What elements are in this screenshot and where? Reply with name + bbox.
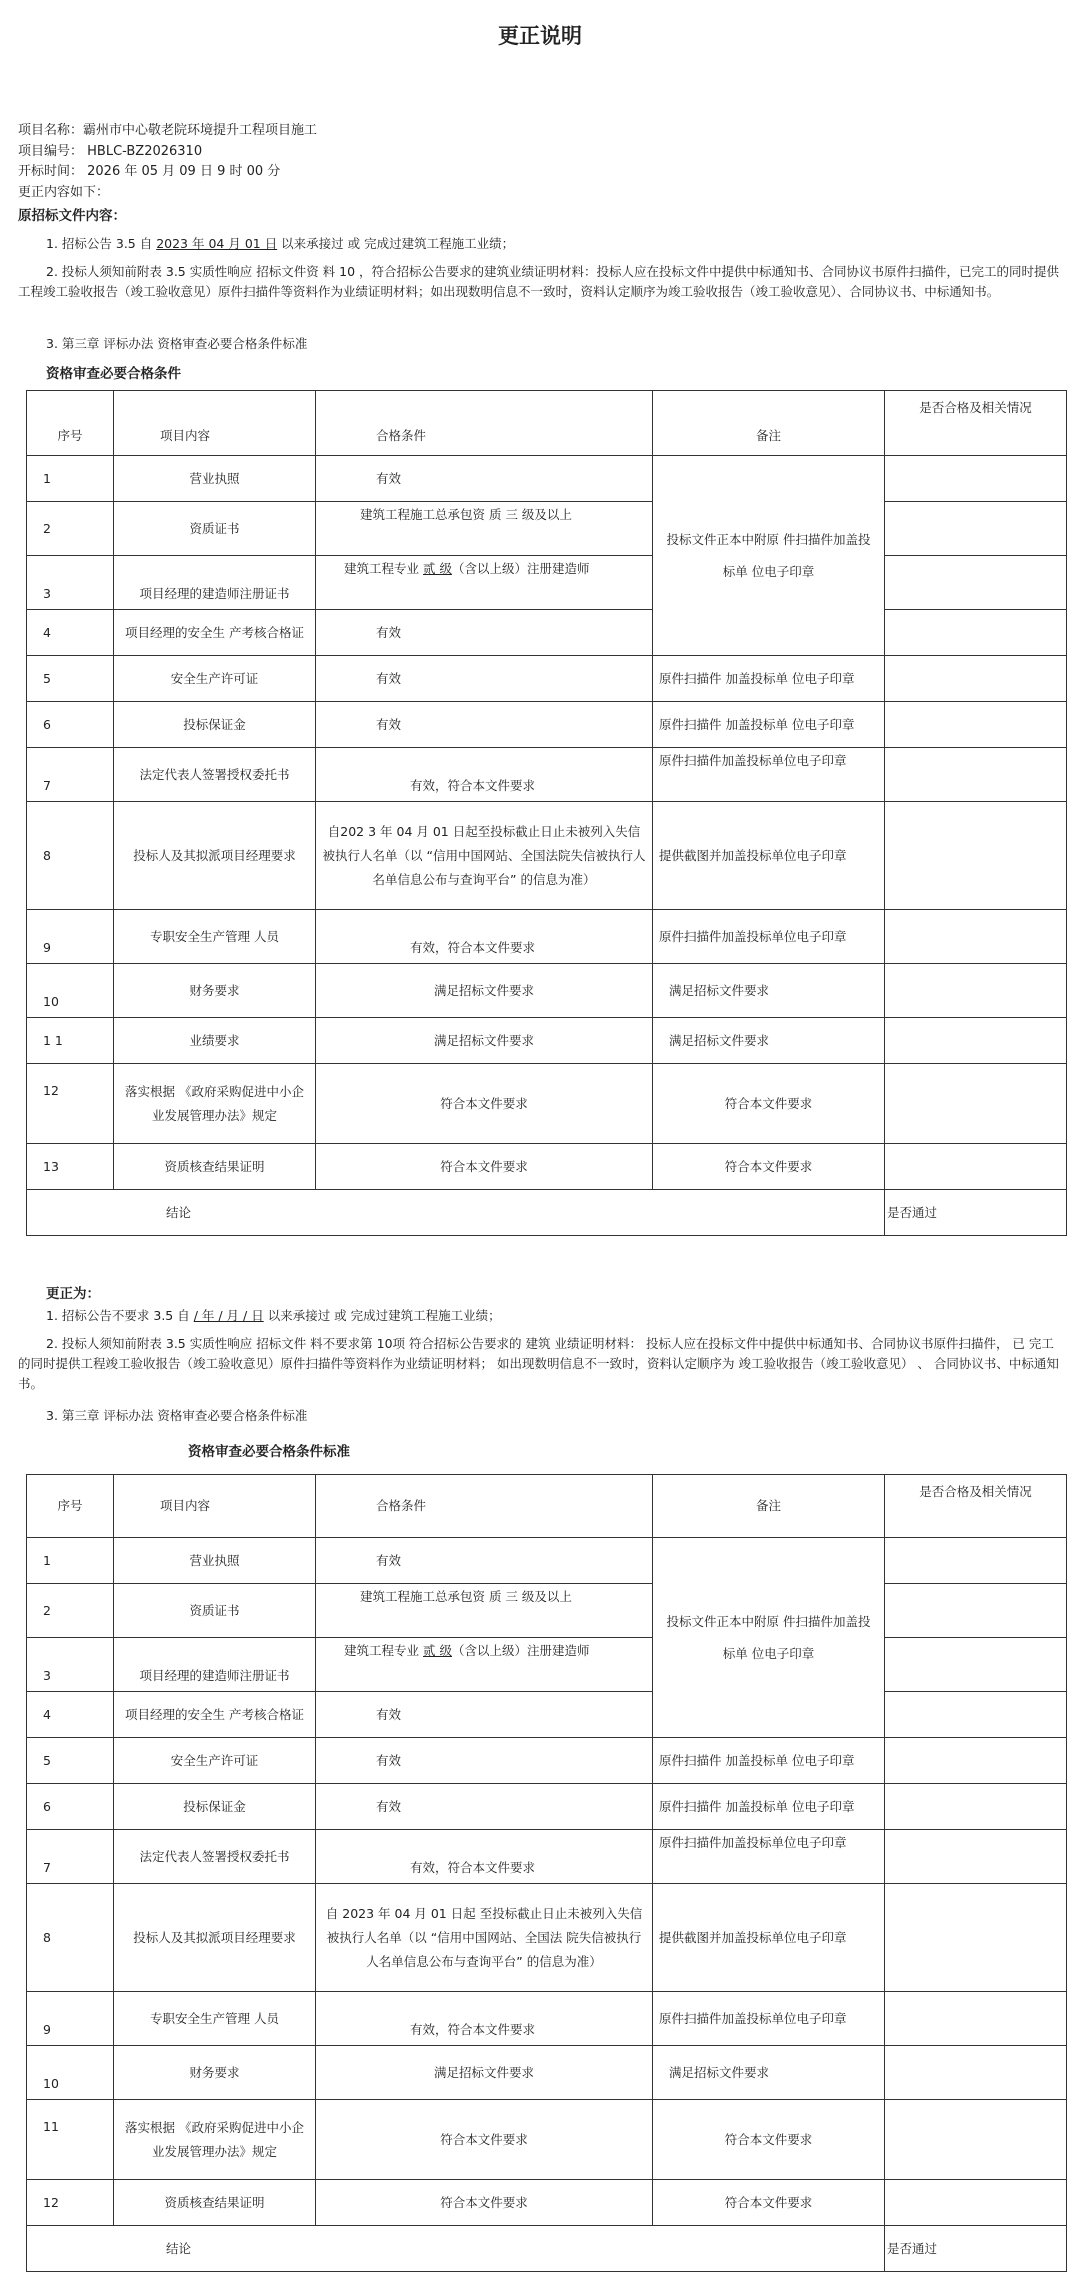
row-condition: 有效 <box>316 1538 653 1584</box>
table-row <box>27 2100 1067 2180</box>
row-condition: 自202 3 年 04 月 01 日起至投标截止日止未被列入失信被执行人名单（以 “信用中国网站、全国法院失信被执行人名单信息公布与查询平台” 的信息为准） <box>316 802 653 910</box>
row-no: 13 <box>27 1144 114 1190</box>
corrected-clause-3: 3. 第三章 评标办法 资格审查必要合格条件标准 <box>46 1408 308 1423</box>
row-item: 安全生产许可证 <box>114 656 316 702</box>
row-no: 11 <box>27 2100 114 2180</box>
row-condition: 符合本文件要求 <box>316 1144 653 1190</box>
row-note-merged: 投标文件正本中附原 件扫描件加盖投标单 位电子印章 <box>653 456 885 656</box>
pass-label: 是否通过 <box>885 1190 1067 1236</box>
row-condition: 建筑工程专业 贰 级（含以上级）注册建造师 <box>316 556 653 610</box>
row-item: 营业执照 <box>114 456 316 502</box>
table-row <box>27 1884 1067 1992</box>
row-note: 原件扫描件 加盖投标单 位电子印章 <box>653 1784 885 1830</box>
row-item: 业绩要求 <box>114 1018 316 1064</box>
row-no: 9 <box>27 910 114 964</box>
row-item: 投标人及其拟派项目经理要求 <box>114 802 316 910</box>
row-item: 项目经理的建造师注册证书 <box>114 1638 316 1692</box>
row-no: 10 <box>27 964 114 1018</box>
row-pass <box>885 1538 1067 1584</box>
table-row <box>27 910 1067 964</box>
row-item: 资质证书 <box>114 502 316 556</box>
bid-open-time: 开标时间： 2026 年 05 月 09 日 9 时 00 分 <box>18 164 281 179</box>
row-condition: 有效 <box>316 702 653 748</box>
col-header-condition: 合格条件 <box>316 391 653 456</box>
row-note-merged: 投标文件正本中附原 件扫描件加盖投标单 位电子印章 <box>653 1538 885 1738</box>
row-condition: 建筑工程施工总承包资 质 三 级及以上 <box>316 1584 653 1638</box>
row-note: 提供截图并加盖投标单位电子印章 <box>653 802 885 910</box>
row-note: 原件扫描件 加盖投标单 位电子印章 <box>653 656 885 702</box>
row-condition: 有效 <box>316 456 653 502</box>
row-note: 满足招标文件要求 <box>653 2046 885 2100</box>
col-header-pass: 是否合格及相关情况 <box>885 391 1067 456</box>
row-item: 投标保证金 <box>114 1784 316 1830</box>
row-item: 财务要求 <box>114 2046 316 2100</box>
row-no: 3 <box>27 1638 114 1692</box>
project-number: 项目编号： HBLC-BZ2026310 <box>18 144 203 159</box>
original-section-heading: 原招标文件内容： <box>18 208 126 224</box>
corrected-clause-1-date: / 年 / 月 / 日 <box>193 1308 264 1323</box>
row-item: 财务要求 <box>114 964 316 1018</box>
row-note: 提供截图并加盖投标单位电子印章 <box>653 1884 885 1992</box>
table-row <box>27 556 1067 610</box>
row-no: 5 <box>27 656 114 702</box>
row-pass <box>885 1018 1067 1064</box>
row-condition: 满足招标文件要求 <box>316 1018 653 1064</box>
row-no: 8 <box>27 1884 114 1992</box>
row-condition: 有效 <box>316 1692 653 1738</box>
row-pass <box>885 556 1067 610</box>
project-name: 项目名称：霸州市中心敬老院环境提升工程项目施工 <box>18 123 318 138</box>
row-item: 资质核查结果证明 <box>114 1144 316 1190</box>
row-note: 符合本文件要求 <box>653 1144 885 1190</box>
row-pass <box>885 2180 1067 2226</box>
original-clause-3: 3. 第三章 评标办法 资格审查必要合格条件标准 <box>46 336 308 351</box>
row-note: 符合本文件要求 <box>653 2180 885 2226</box>
table-row <box>27 2180 1067 2226</box>
row-pass <box>885 2100 1067 2180</box>
row-condition: 自 2023 年 04 月 01 日起 至投标截止日止未被列入失信被执行人名单（以 “信用中国网站、全国法 院失信被执行人名单信息公布与查询平台” 的信息为准） <box>316 1884 653 1992</box>
row-condition: 有效，符合本文件要求 <box>316 910 653 964</box>
row-item: 项目经理的安全生 产考核合格证 <box>114 1692 316 1738</box>
row-note: 原件扫描件加盖投标单位电子印章 <box>653 748 885 802</box>
original-clause-1-date: 2023 年 04 月 01 日 <box>156 236 278 251</box>
row-pass <box>885 1144 1067 1190</box>
table-row <box>27 1064 1067 1144</box>
row-note: 原件扫描件加盖投标单位电子印章 <box>653 1830 885 1884</box>
row-condition: 有效，符合本文件要求 <box>316 1830 653 1884</box>
table-row <box>27 748 1067 802</box>
row-no: 1 <box>27 1538 114 1584</box>
row-pass <box>885 502 1067 556</box>
corrected-clause-2: 2. 投标人须知前附表 3.5 实质性响应 招标文件 料不要求第 10项 符合招标公告要求的 建筑 业绩证明材料： 投标人应在投标文件中提供中标通知书、合同协议书原件扫描件， 已 完工的同时提供工程竣工验收报告（竣工验收意见）原件扫描件等资料作为业绩证明材料； 如出现数明信息不一致时，资料认定顺序为 竣工验收报告（竣工验收意见） 、 合同协议书、中标通知书。 <box>18 1336 1059 1391</box>
table-row <box>27 1538 1067 1584</box>
row-no: 12 <box>27 2180 114 2226</box>
row-no: 8 <box>27 802 114 910</box>
row-item: 项目经理的安全生 产考核合格证 <box>114 610 316 656</box>
original-table-title: 资格审查必要合格条件 <box>46 366 181 382</box>
table-footer-row <box>27 1190 1067 1236</box>
row-no: 12 <box>27 1064 114 1144</box>
row-pass <box>885 1884 1067 1992</box>
row-condition: 有效，符合本文件要求 <box>316 1992 653 2046</box>
row-item: 项目经理的建造师注册证书 <box>114 556 316 610</box>
row-no: 4 <box>27 1692 114 1738</box>
row-note: 原件扫描件加盖投标单位电子印章 <box>653 910 885 964</box>
table-row <box>27 1584 1067 1638</box>
row-condition: 有效 <box>316 1738 653 1784</box>
row-item: 投标保证金 <box>114 702 316 748</box>
row-no: 10 <box>27 2046 114 2100</box>
conclusion-label: 结论 <box>27 2226 885 2272</box>
row-item: 法定代表人签署授权委托书 <box>114 748 316 802</box>
row-item: 投标人及其拟派项目经理要求 <box>114 1884 316 1992</box>
row-pass <box>885 1738 1067 1784</box>
row-pass <box>885 702 1067 748</box>
row-condition: 符合本文件要求 <box>316 2100 653 2180</box>
row-condition: 有效，符合本文件要求 <box>316 748 653 802</box>
table-row <box>27 1738 1067 1784</box>
corrected-qualification-table <box>26 1474 1067 2272</box>
row-no: 7 <box>27 748 114 802</box>
corrected-table-title: 资格审查必要合格条件标准 <box>188 1444 350 1460</box>
row-no: 9 <box>27 1992 114 2046</box>
document-title: 更正说明 <box>498 23 582 48</box>
table-row <box>27 456 1067 502</box>
col-header-item: 项目内容 <box>114 391 316 456</box>
row-item: 安全生产许可证 <box>114 1738 316 1784</box>
row-no: 2 <box>27 502 114 556</box>
col-header-note: 备注 <box>653 391 885 456</box>
table-row <box>27 1144 1067 1190</box>
row-item: 专职安全生产管理 人员 <box>114 1992 316 2046</box>
row-pass <box>885 1784 1067 1830</box>
row-note: 满足招标文件要求 <box>653 1018 885 1064</box>
table-row <box>27 1018 1067 1064</box>
row-pass <box>885 1830 1067 1884</box>
row-note: 原件扫描件 加盖投标单 位电子印章 <box>653 1738 885 1784</box>
table-row <box>27 1638 1067 1692</box>
row-pass <box>885 802 1067 910</box>
row-note: 满足招标文件要求 <box>653 964 885 1018</box>
row-no: 6 <box>27 1784 114 1830</box>
row-condition: 符合本文件要求 <box>316 2180 653 2226</box>
row-item: 落实根据 《政府采购促进中小企业发展管理办法》规定 <box>114 1064 316 1144</box>
row-pass <box>885 1992 1067 2046</box>
table-row <box>27 610 1067 656</box>
row-pass <box>885 748 1067 802</box>
pass-label: 是否通过 <box>885 2226 1067 2272</box>
col-header-item: 项目内容 <box>114 1475 316 1538</box>
table-row <box>27 1784 1067 1830</box>
row-condition: 建筑工程施工总承包资 质 三 级及以上 <box>316 502 653 556</box>
row-pass <box>885 1584 1067 1638</box>
table-header-row <box>27 1475 1067 1538</box>
row-condition: 有效 <box>316 1784 653 1830</box>
table-footer-row <box>27 2226 1067 2272</box>
row-condition: 有效 <box>316 610 653 656</box>
row-no: 6 <box>27 702 114 748</box>
table-row <box>27 2046 1067 2100</box>
row-pass <box>885 910 1067 964</box>
row-item: 法定代表人签署授权委托书 <box>114 1830 316 1884</box>
table-row <box>27 1992 1067 2046</box>
row-pass <box>885 656 1067 702</box>
col-header-condition: 合格条件 <box>316 1475 653 1538</box>
conclusion-label: 结论 <box>27 1190 885 1236</box>
row-condition: 有效 <box>316 656 653 702</box>
table-row <box>27 1830 1067 1884</box>
row-pass <box>885 456 1067 502</box>
table-row <box>27 702 1067 748</box>
row-condition: 满足招标文件要求 <box>316 964 653 1018</box>
row-pass <box>885 964 1067 1018</box>
table-row <box>27 802 1067 910</box>
table-row <box>27 964 1067 1018</box>
row-item: 营业执照 <box>114 1538 316 1584</box>
corrected-clause-1: 1. 招标公告不要求 3.5 自 / 年 / 月 / 日 以来承接过 或 完成过建筑工程施工业绩； <box>46 1308 501 1323</box>
row-item: 资质证书 <box>114 1584 316 1638</box>
row-note: 原件扫描件加盖投标单位电子印章 <box>653 1992 885 2046</box>
table-row <box>27 502 1067 556</box>
col-header-pass: 是否合格及相关情况 <box>885 1475 1067 1538</box>
row-pass <box>885 2046 1067 2100</box>
row-condition: 符合本文件要求 <box>316 1064 653 1144</box>
row-item: 专职安全生产管理 人员 <box>114 910 316 964</box>
correction-content-heading: 更正内容如下： <box>18 185 110 200</box>
original-qualification-table <box>26 390 1067 1236</box>
row-note: 符合本文件要求 <box>653 1064 885 1144</box>
table-row <box>27 1692 1067 1738</box>
row-pass <box>885 1692 1067 1738</box>
row-pass <box>885 610 1067 656</box>
table-header-row <box>27 391 1067 456</box>
original-clause-2: 2. 投标人须知前附表 3.5 实质性响应 招标文件资 料 10 ，符合招标公告要求的建筑业绩证明材料：投标人应在投标文件中提供中标通知书、合同协议书原件扫描件，已完工的同时提供工程竣工验收报告（竣工验收意见）原件扫描件等资料作为业绩证明材料；如出现数明信息不一致时，资料认定顺序为竣工验收报告（竣工验收意见）、合同协议书、中标通知书。 <box>18 264 1060 299</box>
original-clause-1: 1. 招标公告 3.5 自 2023 年 04 月 01 日 以来承接过 或 完成过建筑工程施工业绩； <box>46 236 515 251</box>
row-no: 1 <box>27 456 114 502</box>
col-header-no: 序号 <box>27 1475 114 1538</box>
row-no: 3 <box>27 556 114 610</box>
row-no: 4 <box>27 610 114 656</box>
row-no: 7 <box>27 1830 114 1884</box>
row-item: 资质核查结果证明 <box>114 2180 316 2226</box>
corrected-section-heading: 更正为： <box>46 1286 100 1302</box>
col-header-no: 序号 <box>27 391 114 456</box>
col-header-note: 备注 <box>653 1475 885 1538</box>
row-note: 原件扫描件 加盖投标单 位电子印章 <box>653 702 885 748</box>
row-condition: 满足招标文件要求 <box>316 2046 653 2100</box>
row-pass <box>885 1064 1067 1144</box>
row-pass <box>885 1638 1067 1692</box>
row-condition: 建筑工程专业 贰 级（含以上级）注册建造师 <box>316 1638 653 1692</box>
row-no: 2 <box>27 1584 114 1638</box>
row-note: 符合本文件要求 <box>653 2100 885 2180</box>
table-row <box>27 656 1067 702</box>
row-item: 落实根据 《政府采购促进中小企业发展管理办法》规定 <box>114 2100 316 2180</box>
row-no: 5 <box>27 1738 114 1784</box>
row-no: 1 1 <box>27 1018 114 1064</box>
